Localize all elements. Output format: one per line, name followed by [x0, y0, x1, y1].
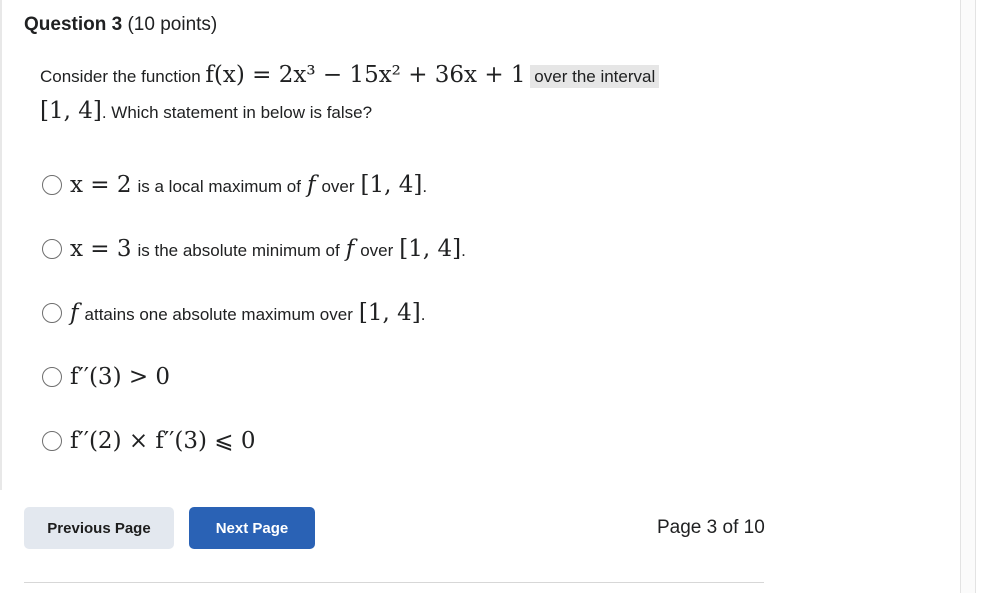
option-math-f: f — [306, 172, 316, 198]
prompt-intro: Consider the function — [40, 67, 201, 86]
option-interval: [1, 4] — [399, 236, 462, 262]
option-math-f: f — [70, 300, 79, 326]
scrollbar-track[interactable] — [960, 0, 976, 593]
option-text-over: over — [321, 177, 355, 196]
highlighted-text: over the interval — [530, 65, 659, 88]
option-period: . — [461, 241, 466, 260]
question-number: Question 3 — [24, 14, 123, 35]
option-text: is a local maximum of — [137, 177, 301, 196]
question-prompt — [40, 58, 760, 130]
page-indicator: Page 3 of 10 — [657, 517, 765, 538]
option-text: attains one absolute maximum over — [84, 305, 353, 324]
function-expression: f(x) = 2x³ − 15x² + 36x + 1 — [205, 62, 526, 88]
option-interval: [1, 4] — [358, 300, 421, 326]
bottom-divider — [24, 582, 764, 583]
radio-button[interactable] — [42, 303, 62, 323]
prompt-question-text: . Which statement in below is false? — [101, 103, 373, 122]
answer-option-5[interactable] — [42, 428, 256, 454]
previous-page-button[interactable]: Previous Page — [24, 507, 174, 549]
answer-option-1[interactable] — [42, 172, 427, 198]
question-points: (10 points) — [127, 14, 218, 35]
option-interval: [1, 4] — [360, 172, 423, 198]
radio-button[interactable] — [42, 239, 62, 259]
option-math: x = 3 — [70, 236, 132, 262]
option-text-over: over — [360, 241, 394, 260]
answer-option-3[interactable] — [42, 300, 425, 326]
option-text: is the absolute minimum of — [137, 241, 340, 260]
radio-button[interactable] — [42, 367, 62, 387]
option-math: f′′(2) × f′′(3) ⩽ 0 — [70, 428, 256, 454]
question-header — [24, 14, 217, 36]
left-edge-border — [0, 0, 2, 490]
answer-option-2[interactable] — [42, 236, 466, 262]
radio-button[interactable] — [42, 175, 62, 195]
next-page-button[interactable]: Next Page — [189, 507, 315, 549]
radio-button[interactable] — [42, 431, 62, 451]
option-math: x = 2 — [70, 172, 132, 198]
answer-option-4[interactable] — [42, 364, 170, 390]
option-math-f: f — [345, 236, 355, 262]
option-period: . — [422, 177, 428, 196]
option-period: . — [420, 305, 426, 324]
option-math: f′′(3) > 0 — [70, 364, 171, 390]
prompt-interval: [1, 4] — [40, 98, 102, 124]
